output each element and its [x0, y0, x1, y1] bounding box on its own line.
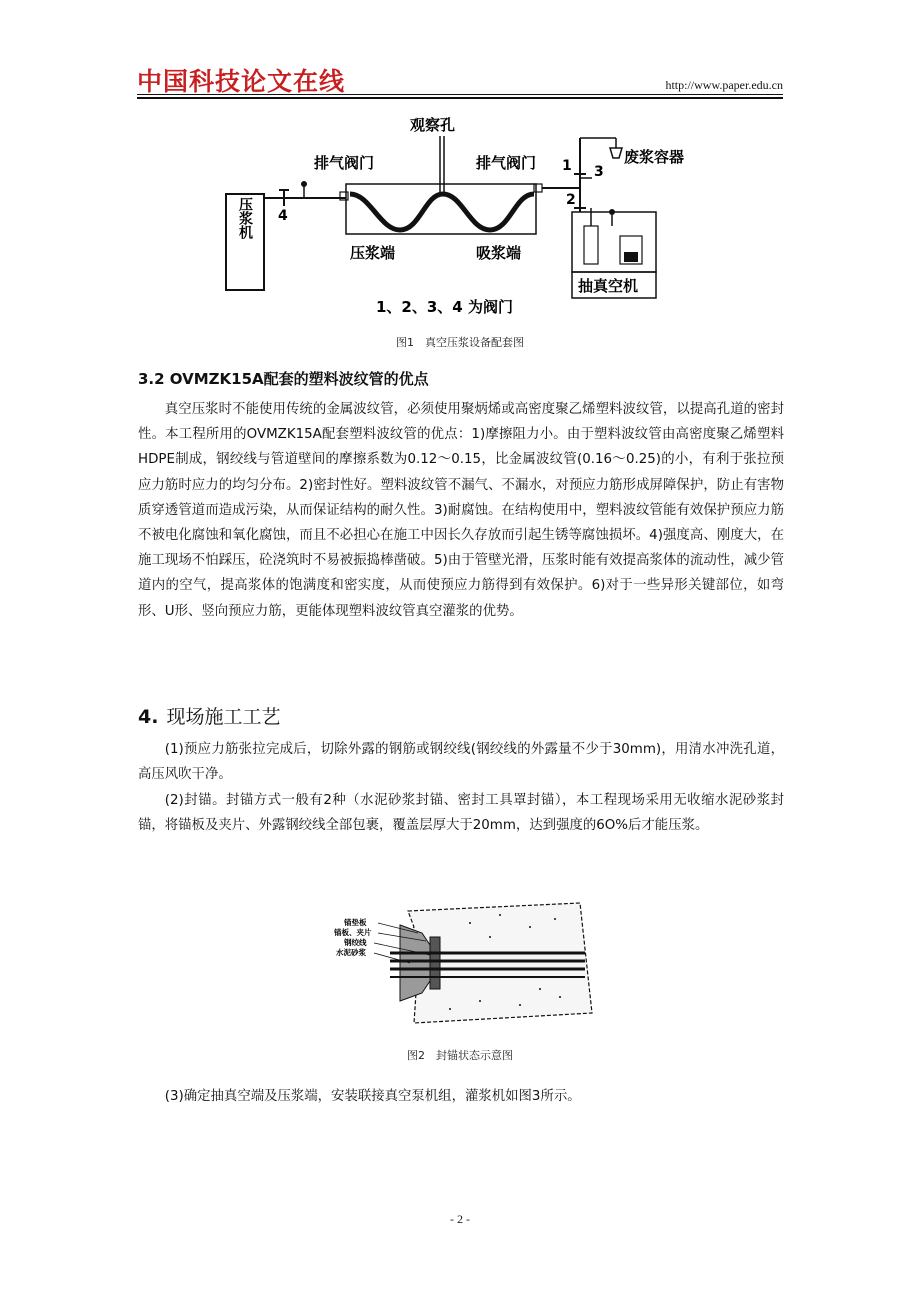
figure-1-diagram [200, 108, 720, 323]
tendon-wave [350, 194, 534, 230]
mortar-label: 水泥砂浆 [336, 948, 366, 957]
strand-label: 钢绞线 [344, 938, 367, 947]
section-3-2-paragraph: 真空压浆时不能使用传统的金属波纹管，必须使用聚炳烯或高密度聚乙烯塑料波纹管，以提高孔道的密封性。本工程所用的OVMZK15A配套塑料波纹管的优点：1)摩擦阻力小。由于塑料波纹管由高密度聚乙烯塑料HDPE制成，钢绞线与管道壁间的摩擦系数为0.12～0.15，比金属波纹管(0.16～0.25)的小，有利于张拉预应力筋时应力的均匀分布。2)密封性好。塑料波纹管不漏气、不漏水，对预应力筋形成屏障保护，防止有害物质穿透管道而造成污染，从而保证结构的耐久性。3)耐腐蚀。在结构使用中，塑料波纹管能有效保护预应力筋不被电化腐蚀和氧化腐蚀，而且不必担心在施工中因长久存放而引起生锈等腐蚀损坏。4)强度高、刚度大，在施工现场不怕踩压，砼浇筑时不易被振捣棒凿破。5)由于管壁光滑，压浆时能有效提高浆体的流动性，减少管道内的空气，提高浆体的饱满度和密实度，从而使预应力筋得到有效保护。6)对于一些异形关键部位，如弯形、U形、竖向预应力筋，更能体现塑料波纹管真空灌浆的优势。 [138, 402, 784, 619]
suction-end-label: 吸浆端 [476, 244, 522, 262]
section-4-title: 现场施工工艺 [166, 706, 281, 728]
anchor-pad-label: 锚垫板 [344, 918, 367, 927]
section-4-paragraph-1: (1)预应力筋张拉完成后，切除外露的钢筋或钢绞线(钢绞线的外露量不少于30mm)，用清水冲洗孔道，高压风吹干净。 [138, 742, 784, 783]
figure-1-caption: 图1 真空压浆设备配套图 [396, 336, 524, 349]
waste-container-label: 废浆容器 [624, 148, 685, 166]
figure-2-caption: 图2 封锚状态示意图 [407, 1049, 513, 1062]
valve-3-label: 3 [594, 164, 604, 180]
exhaust-valve-left-label: 排气阀门 [314, 154, 375, 172]
valve-note: 1、2、3、4 为阀门 [376, 298, 513, 316]
grout-end-label: 压浆端 [350, 244, 396, 262]
section-4-number: 4. [138, 706, 159, 728]
vacuum-machine-label: 抽真空机 [578, 277, 639, 295]
grout-machine-label: 压浆机 [237, 197, 253, 239]
header-rule-thick [137, 97, 783, 99]
journal-logo: 中国科技论文在线 [137, 67, 346, 96]
header-rule [137, 94, 783, 95]
figure-2-diagram [330, 893, 600, 1033]
anchor-clip-label: 锚板、夹片 [334, 928, 372, 937]
valve-4-label: 4 [278, 208, 288, 224]
page-number: - 2 - [450, 1212, 470, 1226]
section-4-heading [138, 702, 280, 729]
exhaust-valve-right-label: 排气阀门 [476, 154, 537, 172]
section-4-paragraph-2: (2)封锚。封锚方式一般有2种（水泥砂浆封锚、密封工具罩封锚），本工程现场采用无收缩水泥砂浆封锚，将锚板及夹片、外露钢绞线全部包裹，覆盖层厚大于20mm，达到强度的6O%后才能压浆。 [138, 793, 784, 834]
observation-hole-label: 观察孔 [410, 116, 456, 134]
valve-1-label: 1 [562, 158, 572, 174]
valve-2-label: 2 [566, 192, 576, 208]
section-3-2-title: 3.2 OVMZK15A配套的塑料波纹管的优点 [138, 370, 429, 388]
section-4-paragraph-3: (3)确定抽真空端及压浆端，安装联接真空泵机组，灌浆机如图3所示。 [164, 1089, 581, 1104]
header-url[interactable]: http://www.paper.edu.cn [665, 78, 783, 92]
